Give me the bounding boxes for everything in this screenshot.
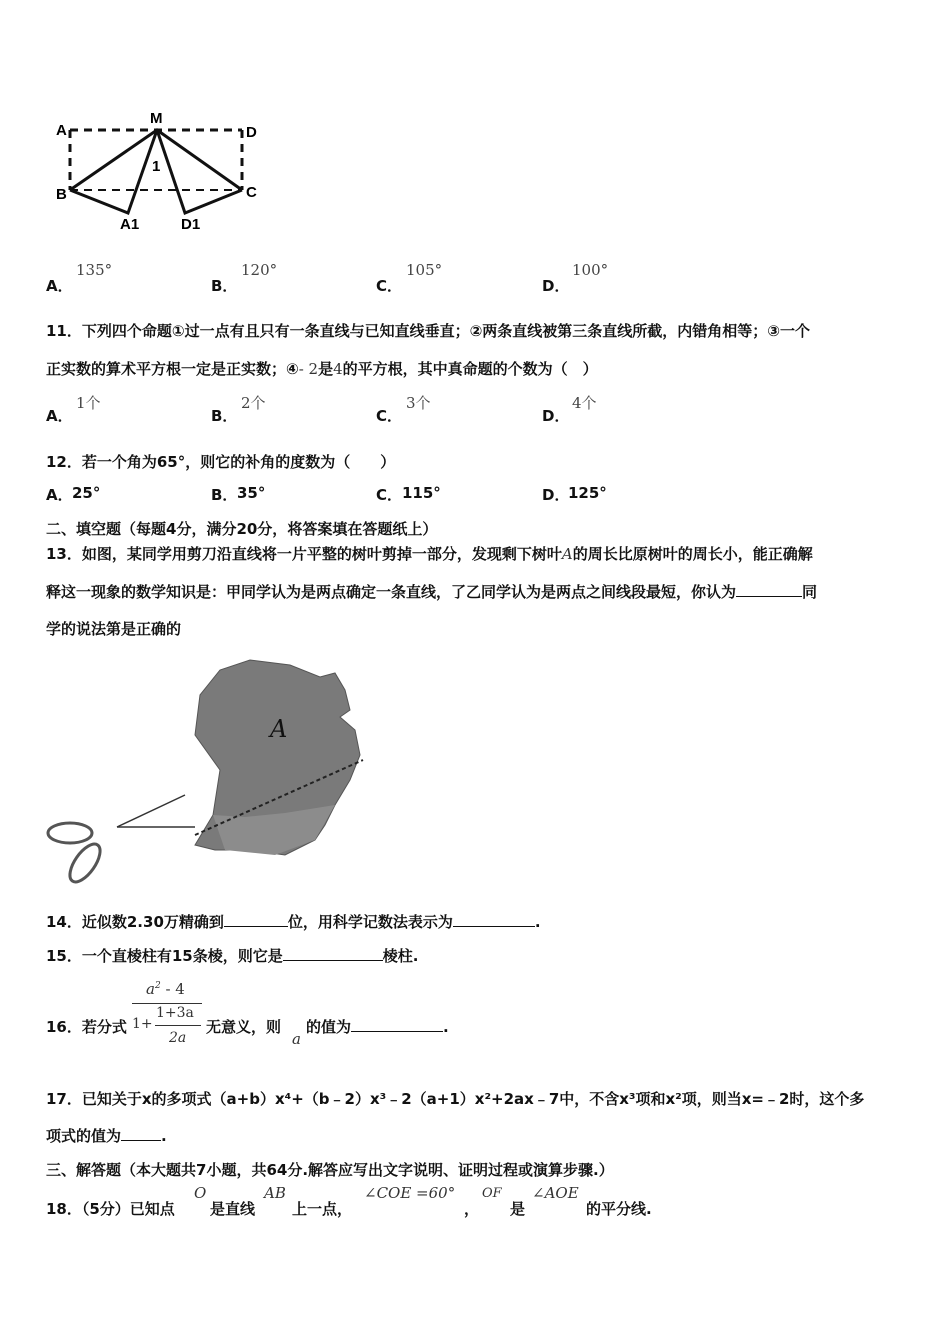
q10-option-d-label: D． xyxy=(542,277,570,295)
q16-inner-numerator: 1+3a xyxy=(156,1005,194,1021)
q16-numerator: $a^2 - 4$ xyxy=(146,980,185,998)
q18-angle-aoe: ∠AOE xyxy=(532,1184,579,1202)
q14-part-b: 位，用科学记数法表示为 xyxy=(287,913,453,931)
q12-option-d-value: 125° xyxy=(568,484,607,502)
q14-part-c: . xyxy=(534,913,541,931)
q12-option-c-label: C． xyxy=(376,486,403,504)
q13-line1-part-b: 的周长比原树叶的周长小，能正确解 xyxy=(572,545,813,563)
q18-ray-of: OF xyxy=(482,1186,502,1201)
geometry-figure xyxy=(50,105,270,235)
q10-option-a-label: A． xyxy=(46,277,73,295)
q11-option-c-label: C． xyxy=(376,407,403,425)
label-M: M xyxy=(150,110,163,127)
label-D: D xyxy=(246,124,257,141)
q17-part-b: . xyxy=(161,1127,167,1145)
q16-blank[interactable] xyxy=(351,1017,443,1032)
q18-part-c: 上一点， xyxy=(292,1200,353,1218)
q13-line1 xyxy=(46,543,813,564)
q11-option-b-value: 2个 xyxy=(241,394,266,412)
section-2-heading: 二、填空题（每题4分，满分20分，将答案填在答题纸上） xyxy=(46,520,438,538)
q13-line3: 学的说法第是正确的 xyxy=(46,620,182,638)
q12-option-a-value: 25° xyxy=(72,484,101,502)
fold-right xyxy=(157,130,242,213)
q14-blank-2[interactable] xyxy=(453,912,535,927)
q15-part-b: 棱柱. xyxy=(382,947,419,965)
q16-var-a: a xyxy=(292,1030,301,1048)
q14-line xyxy=(46,911,541,932)
q11-line1: 11．下列四个命题①过一点有且只有一条直线与已知直线垂直；②两条直线被第三条直线所截，内错角相等；③一个 xyxy=(46,322,810,340)
q12-option-d-label: D． xyxy=(542,486,570,504)
q18-part-f: 的平分线. xyxy=(586,1200,652,1218)
q18-angle-coe: ∠COE =60° xyxy=(364,1184,456,1202)
label-A: A xyxy=(56,122,67,139)
q16-stem-a: 16．若分式 xyxy=(46,1018,127,1036)
q11-option-b-label: B． xyxy=(211,407,238,425)
q11-line2-part-c: 的平方根，其中真命题的个数为（ ） xyxy=(342,360,598,378)
q13-line2 xyxy=(46,581,817,602)
label-angle-1: 1 xyxy=(152,158,161,175)
q11-line2-part-b: 是 xyxy=(318,360,334,378)
q11-option-d-label: D． xyxy=(542,407,570,425)
q14-blank-1[interactable] xyxy=(224,912,288,927)
q14-part-a: 14．近似数2.30万精确到 xyxy=(46,913,224,931)
q16-inner-fraction-bar xyxy=(155,1025,201,1026)
q12-option-b-value: 35° xyxy=(237,484,266,502)
q18-part-d: ， xyxy=(464,1200,480,1218)
q12-stem: 12．若一个角为65°，则它的补角的度数为（ ） xyxy=(46,453,396,471)
q18-point-o: O xyxy=(194,1184,207,1202)
q16-numerator-rest: - 4 xyxy=(160,980,185,998)
q10-option-a-value: 135° xyxy=(76,261,113,279)
scissors-blade-upper xyxy=(117,795,185,827)
q16-numerator-a: a xyxy=(146,980,155,998)
q11-number-4: 4 xyxy=(333,360,343,378)
q16-main-fraction-bar xyxy=(132,1003,202,1004)
q11-option-a-value: 1个 xyxy=(76,394,101,412)
q17-blank[interactable] xyxy=(121,1126,161,1141)
scissors-handle-bottom xyxy=(64,839,106,887)
q17-part-a: 项式的值为 xyxy=(46,1127,122,1145)
q15-blank[interactable] xyxy=(283,946,383,961)
q11-option-a-label: A． xyxy=(46,407,73,425)
q16-part-c: 的值为 xyxy=(306,1018,352,1036)
q16-part-b: 无意义，则 xyxy=(206,1018,282,1036)
q17-line2 xyxy=(46,1125,167,1146)
q16-inner-denominator: 2a xyxy=(169,1030,187,1046)
q13-line2-part-b: 同 xyxy=(802,583,818,601)
q18-part-a: 18．（5分）已知点 xyxy=(46,1200,175,1218)
q12-option-c-value: 115° xyxy=(402,484,441,502)
q16-part-d: . xyxy=(443,1018,449,1036)
q13-line2-part-a: 释这一现象的数学知识是：甲同学认为是两点确定一条直线，了乙同学认为是两点之间线段最短，你认为 xyxy=(46,583,737,601)
q11-neg2: - 2 xyxy=(298,360,319,378)
q13-answer-blank[interactable] xyxy=(736,582,802,597)
q16-stem-c xyxy=(306,1016,449,1037)
q17-line1: 17．已知关于x的多项式（a+b）x⁴+（b﹣2）x³﹣2（a+1）x²+2ax﹣7中，不含x³项和x²项，则当x=﹣2时，这个多 xyxy=(46,1090,865,1108)
label-A1: A1 xyxy=(120,216,140,233)
q13-line1-part-a: 13．如图，某同学用剪刀沿直线将一片平整的树叶剪掉一部分，发现剩下树叶 xyxy=(46,545,562,563)
q12-option-b-label: B． xyxy=(211,486,238,504)
q12-option-a-label: A． xyxy=(46,486,73,504)
q10-option-b-label: B． xyxy=(211,277,238,295)
q16-one-plus: 1+ xyxy=(132,1016,153,1032)
q18-line-ab: AB xyxy=(264,1184,286,1202)
scissors-handle-left xyxy=(48,823,92,843)
q13-leaf-a: A xyxy=(561,545,573,563)
q18-part-b: 是直线 xyxy=(210,1200,256,1218)
q18-part-e: 是 xyxy=(510,1200,526,1218)
label-D1: D1 xyxy=(181,216,201,233)
label-C: C xyxy=(246,184,257,201)
leaf-label-a: A xyxy=(270,715,288,743)
q15-part-a: 15．一个直棱柱有15条棱，则它是 xyxy=(46,947,283,965)
q11-option-d-value: 4个 xyxy=(572,394,597,412)
label-B: B xyxy=(56,186,67,203)
section-3-heading: 三、解答题（本大题共7小题，共64分.解答应写出文字说明、证明过程或演算步骤.） xyxy=(46,1161,614,1179)
q11-line2 xyxy=(46,358,598,379)
fold-left xyxy=(70,130,157,213)
q15-line xyxy=(46,945,418,966)
q11-option-c-value: 3个 xyxy=(406,394,431,412)
q11-line2-part-a: 正实数的算术平方根一定是正实数；④ xyxy=(46,360,299,378)
q10-option-b-value: 120° xyxy=(241,261,278,279)
q10-option-c-label: C． xyxy=(376,277,403,295)
q16-stem-b xyxy=(206,1016,281,1037)
q10-option-d-value: 100° xyxy=(572,261,609,279)
leaf-scissors-figure xyxy=(45,655,375,895)
q10-option-c-value: 105° xyxy=(406,261,443,279)
